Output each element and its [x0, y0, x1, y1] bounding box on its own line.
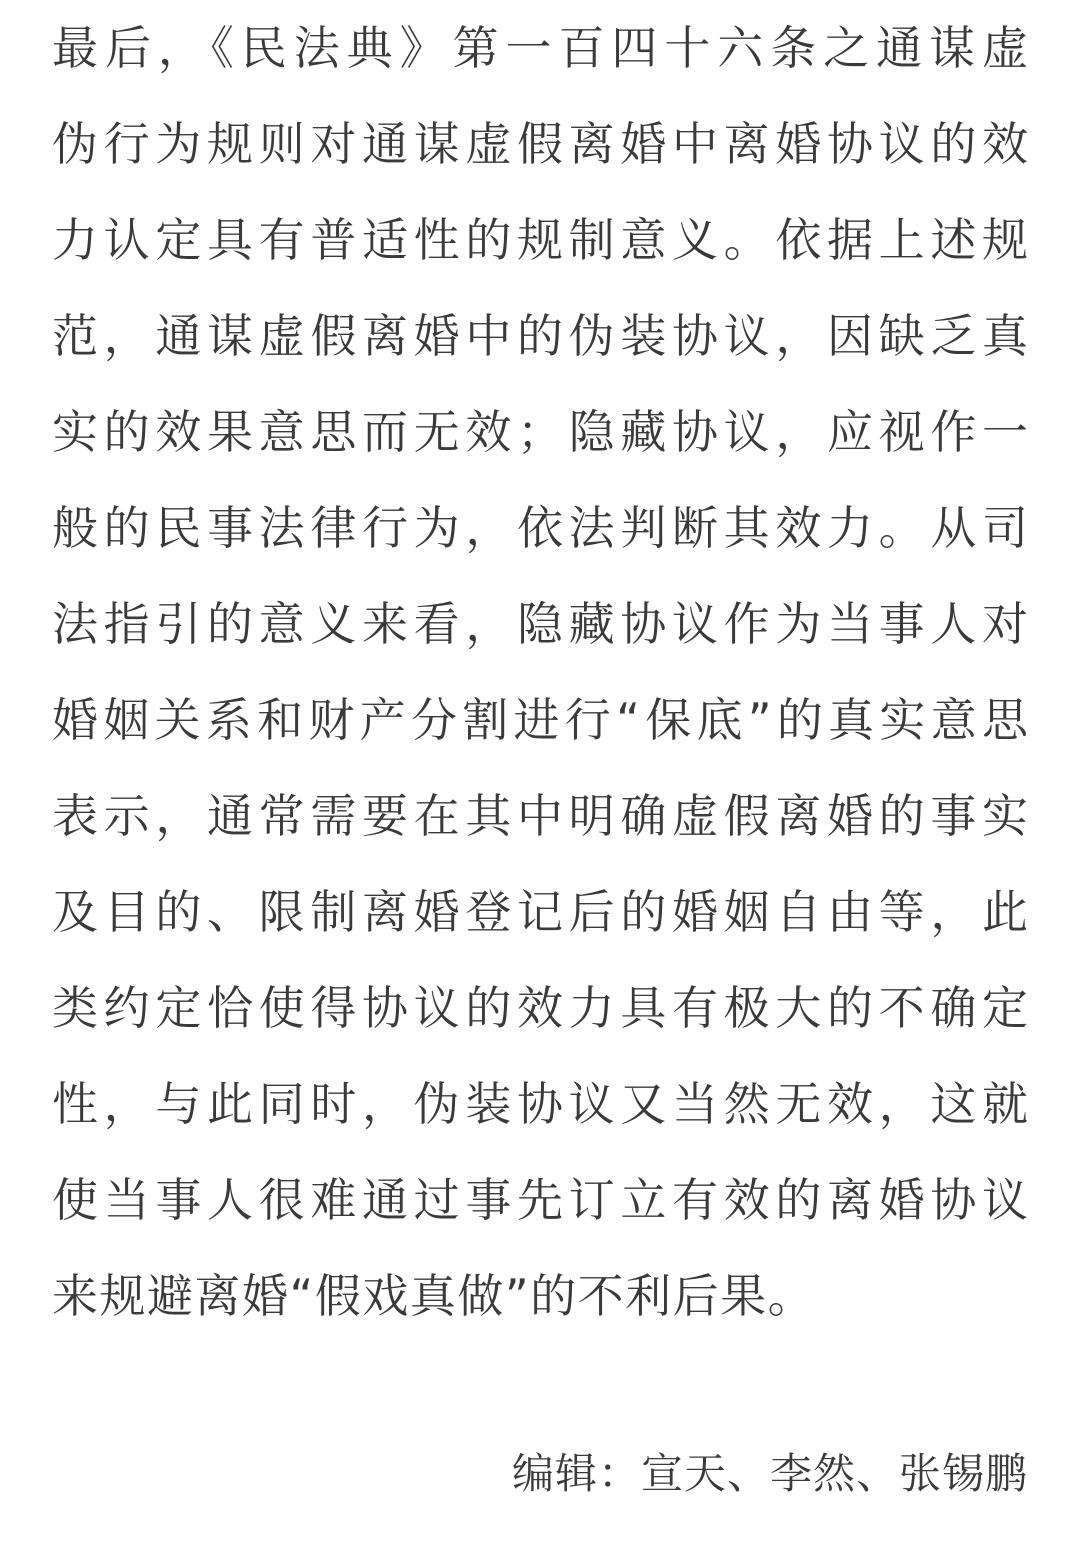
- paragraph-line: 伪行为规则对通谋虚假离婚中离婚协议的效: [52, 117, 1028, 171]
- paragraph-line: 法指引的意义来看，隐藏协议作为当事人对: [52, 597, 1028, 651]
- paragraph-line: 性，与此同时，伪装协议又当然无效，这就: [52, 1077, 1028, 1131]
- paragraph-line-last: 来规避离婚“假戏真做”的不利后果。: [52, 1269, 816, 1323]
- paragraph-line: 类约定恰使得协议的效力具有极大的不确定: [52, 981, 1028, 1035]
- paragraph-line: 婚姻关系和财产分割进行“保底”的真实意思: [52, 693, 1028, 747]
- editor-credits: 编辑：宣天、李然、张锡鹏: [511, 1449, 1028, 1498]
- paragraph-line: 实的效果意思而无效；隐藏协议，应视作一: [52, 405, 1028, 459]
- paragraph-line: 使当事人很难通过事先订立有效的离婚协议: [52, 1173, 1028, 1227]
- paragraph-line: 力认定具有普适性的规制意义。依据上述规: [52, 213, 1028, 267]
- paragraph-line: 般的民事法律行为，依法判断其效力。从司: [52, 501, 1028, 555]
- paragraph-line: 范，通谋虚假离婚中的伪装协议，因缺乏真: [52, 309, 1028, 363]
- paragraph-line: 及目的、限制离婚登记后的婚姻自由等，此: [52, 885, 1028, 939]
- article-body: [52, 0, 1028, 1344]
- paragraph-line: 表示，通常需要在其中明确虚假离婚的事实: [52, 789, 1028, 843]
- paragraph-line: 最后，《民法典》第一百四十六条之通谋虚: [52, 21, 1028, 75]
